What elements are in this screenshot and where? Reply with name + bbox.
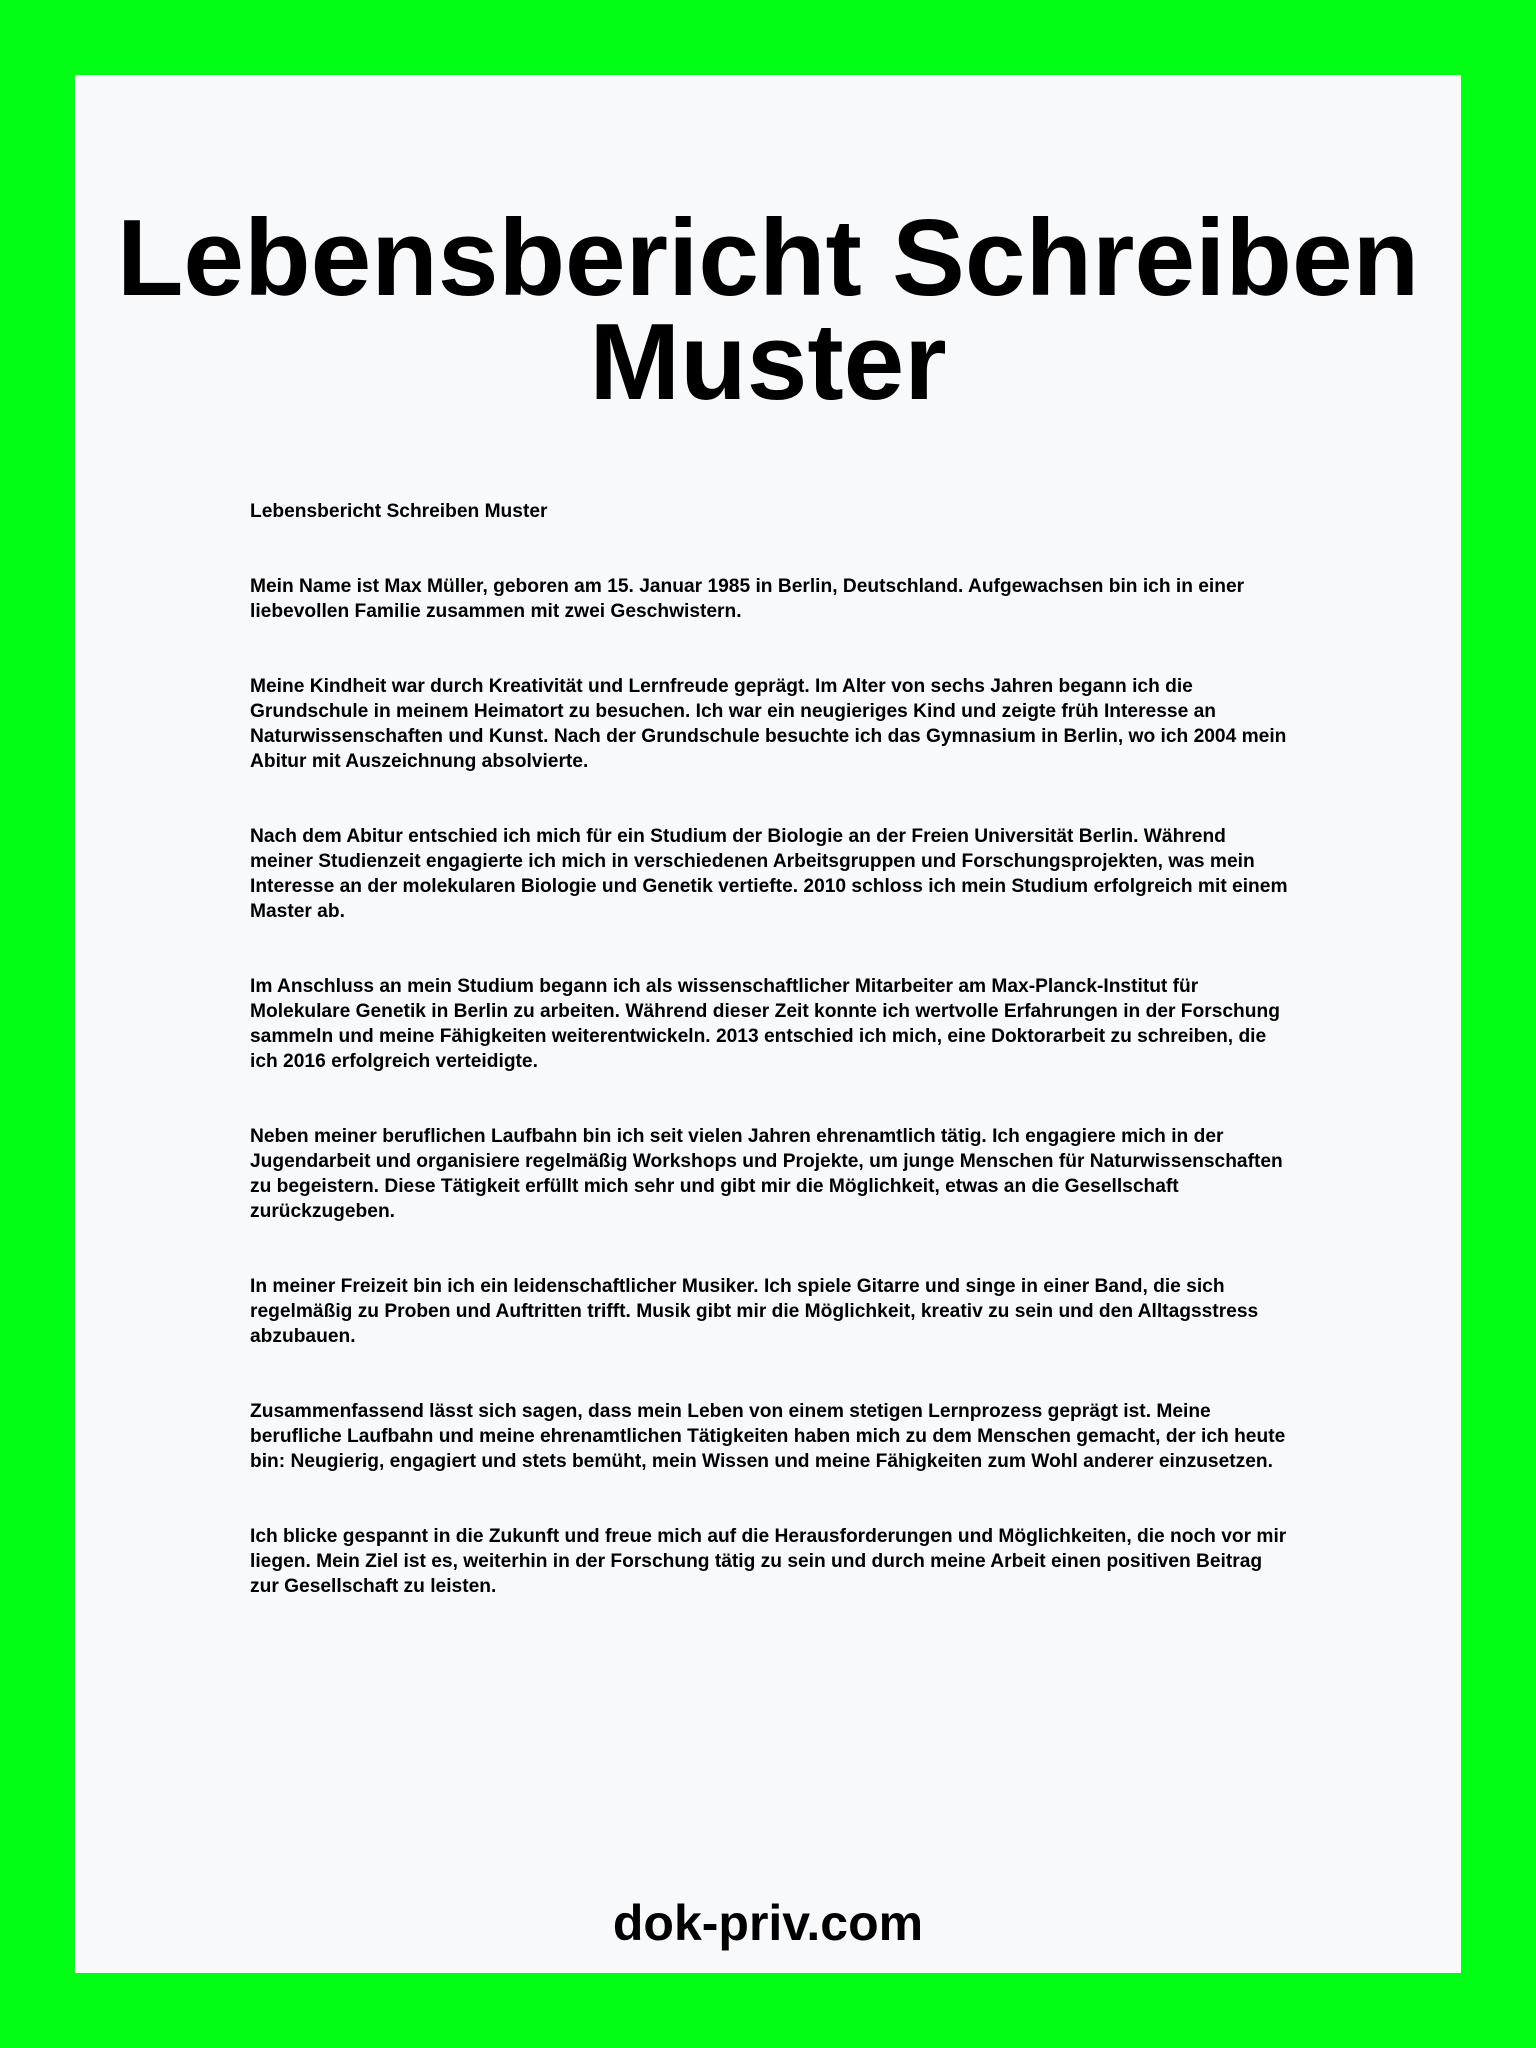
document-page [75, 75, 1461, 1973]
paragraph-1: Mein Name ist Max Müller, geboren am 15. Januar 1985 in Berlin, Deutschland. Aufgewachsen bin ich in einer liebevollen Familie zusammen mit zwei Geschwistern. [250, 576, 1245, 622]
document-body [250, 499, 1290, 1649]
paragraph-6: In meiner Freizeit bin ich ein leidenschaftlicher Musiker. Ich spiele Gitarre und singe in einer Band, die sich regelmäßig zu Proben und Auftritten trifft. Musik gibt mir die Möglichkeit, kreativ zu sein und den Alltagsstress abzubauen. [250, 1276, 1259, 1347]
footer-site-link[interactable]: dok-priv.com [612, 1895, 924, 1951]
paragraph-3: Nach dem Abitur entschied ich mich für ein Studium der Biologie an der Freien Universität Berlin. Während meiner Studienzeit engagierte ich mich in verschiedenen Arbeitsgruppen und Forschungsprojekten, was mein Interesse an der molekularen Biologie und Genetik vertiefte. 2010 schloss ich mein Studium erfolgreich mit einem Master ab. [250, 826, 1288, 922]
document-heading: Lebensbericht Schreiben Muster [250, 501, 548, 522]
page-title: Lebensbericht Schreiben Muster [116, 197, 1420, 423]
paragraph-8: Ich blicke gespannt in die Zukunft und freue mich auf die Herausforderungen und Möglichkeiten, die noch vor mir liegen. Mein Ziel ist es, weiterhin in der Forschung tätig zu sein und durch meine Arbeit einen positiven Beitrag zur Gesellschaft zu leisten. [250, 1526, 1287, 1597]
paragraph-5: Neben meiner beruflichen Laufbahn bin ich seit vielen Jahren ehrenamtlich tätig. Ich engagiere mich in der Jugendarbeit und organisiere regelmäßig Workshops und Projekte, um junge Menschen für Naturwissenschaften zu begeistern. Diese Tätigkeit erfüllt mich sehr und gibt mir die Möglichkeit, etwas an die Gesellschaft zurückzugeben. [250, 1126, 1283, 1222]
paragraph-4: Im Anschluss an mein Studium begann ich als wissenschaftlicher Mitarbeiter am Max-Planck-Institut für Molekulare Genetik in Berlin zu arbeiten. Während dieser Zeit konnte ich wertvolle Erfahrungen in der Forschung sammeln und meine Fähigkeiten weiterentwickeln. 2013 entschied ich mich, eine Doktorarbeit zu schreiben, die ich 2016 erfolgreich verteidigte. [250, 976, 1280, 1072]
paragraph-2: Meine Kindheit war durch Kreativität und Lernfreude geprägt. Im Alter von sechs Jahren begann ich die Grundschule in meinem Heimatort zu besuchen. Ich war ein neugieriges Kind und zeigte früh Interesse an Naturwissenschaften und Kunst. Nach der Grundschule besuchte ich das Gymnasium in Berlin, wo ich 2004 mein Abitur mit Auszeichnung absolvierte. [250, 676, 1287, 772]
paragraph-7: Zusammenfassend lässt sich sagen, dass mein Leben von einem stetigen Lernprozess geprägt ist. Meine berufliche Laufbahn und meine ehrenamtlichen Tätigkeiten haben mich zu dem Menschen gemacht, der ich heute bin: Neugierig, engagiert und stets bemüht, mein Wissen und meine Fähigkeiten zum Wohl anderer einzusetzen. [250, 1401, 1286, 1472]
